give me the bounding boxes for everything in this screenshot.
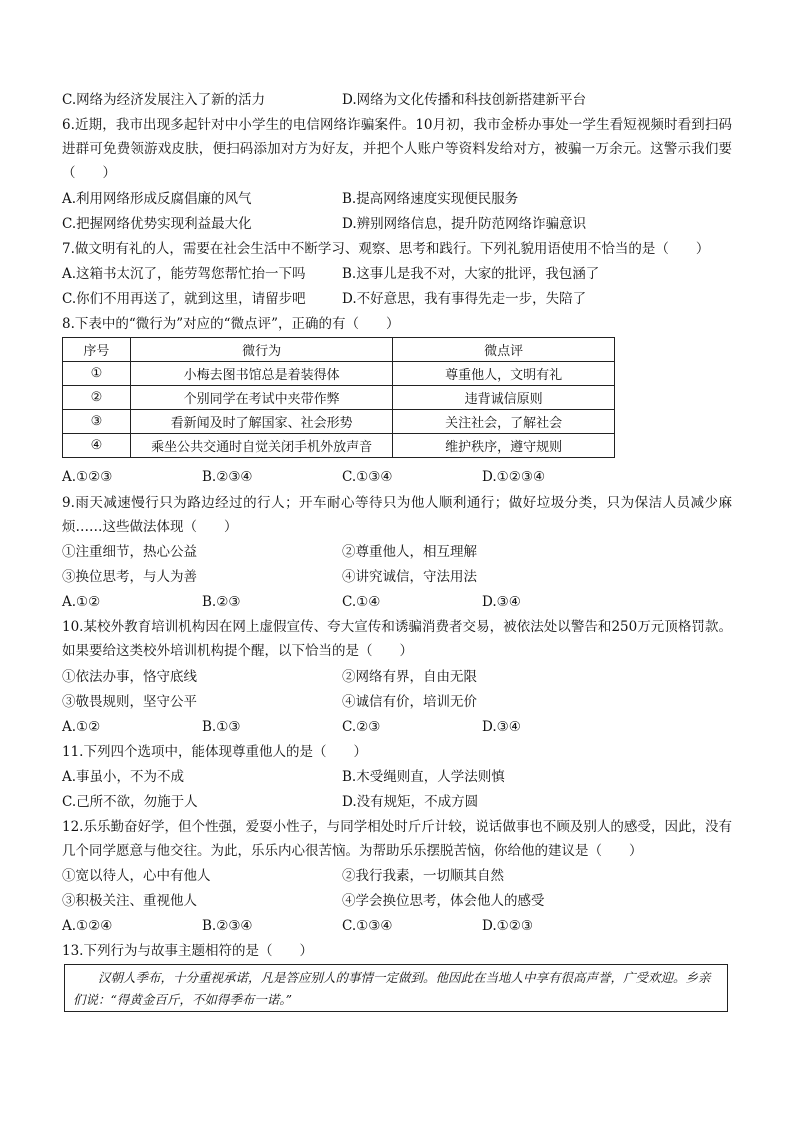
statement-3: ③积极关注、重视他人 — [62, 893, 197, 909]
option-b: B.木受绳则直，人学法则慎 — [342, 769, 505, 785]
story-text: 汉朝人季布，十分重视承诺，凡是答应别人的事情一定做到。他因此在当地人中享有很高声誉，广受欢迎。乡亲们说：“得黄金百斤，不如得季布一诺。” — [73, 970, 711, 1007]
table-header-row — [63, 338, 615, 362]
table-row — [63, 434, 615, 458]
cell-index: ① — [63, 362, 131, 386]
option-d: D.不好意思，我有事得先走一步，失陪了 — [342, 291, 587, 307]
cell-behavior: 看新闻及时了解国家、社会形势 — [130, 410, 393, 434]
cell-comment: 尊重他人，文明有礼 — [393, 362, 615, 386]
option-c: C.把握网络优势实现利益最大化 — [62, 216, 252, 232]
story-box — [64, 964, 728, 1012]
option-c: C.①④ — [342, 594, 381, 610]
option-c: C.①③④ — [342, 469, 393, 485]
cell-behavior: 乘坐公共交通时自觉关闭手机外放声音 — [130, 434, 393, 458]
statement-3: ③敬畏规则，坚守公平 — [62, 694, 197, 710]
option-b: B.这事儿是我不对，大家的批评，我包涵了 — [342, 266, 600, 282]
q11-stem: 11.下列四个选项中，能体现尊重他人的是（ ） — [62, 744, 367, 760]
cell-index: ② — [63, 386, 131, 410]
statement-1: ①注重细节，热心公益 — [62, 544, 197, 560]
option-d: D.①②③④ — [482, 469, 546, 485]
option-b: B.②③ — [202, 594, 241, 610]
statement-1: ①宽以待人，心中有他人 — [62, 868, 211, 884]
option-d: D.③④ — [482, 719, 521, 735]
q8-stem: 8.下表中的“微行为”对应的“微点评”，正确的有（ ） — [62, 316, 400, 332]
option-d: D.辨别网络信息，提升防范网络诈骗意识 — [342, 216, 587, 232]
cell-comment: 关注社会，了解社会 — [393, 410, 615, 434]
option-b: B.②③④ — [202, 469, 253, 485]
table-row — [63, 362, 615, 386]
option-a: A.①② — [62, 719, 101, 735]
cell-behavior: 个别同学在考试中夹带作弊 — [130, 386, 393, 410]
q13-stem: 13.下列行为与故事主题相符的是（ ） — [62, 943, 313, 959]
q7-stem: 7.做文明有礼的人，需要在社会生活中不断学习、观察、思考和践行。下列礼貌用语使用不恰当的是（ ） — [62, 241, 710, 257]
q6-stem: 6.近期，我市出现多起针对中小学生的电信网络诈骗案件。10月初，我市金桥办事处一学生看短视频时看到扫码进群可免费领游戏皮肤，便扫码添加对方为好友，并把个人账户等资料发给对方，被骗一万余元。这警示我们要（ ） — [62, 117, 732, 181]
micro-behavior-table — [62, 337, 615, 458]
statement-4: ④讲究诚信，守法用法 — [342, 569, 477, 585]
statement-1: ①依法办事，恪守底线 — [62, 669, 197, 685]
option-a: A.①②④ — [62, 918, 113, 934]
option-d: D.①②③ — [482, 918, 533, 934]
option-c: C.①③④ — [342, 918, 393, 934]
option-a: A.这箱书太沉了，能劳驾您帮忙抬一下吗 — [62, 266, 306, 282]
cell-comment: 违背诚信原则 — [393, 386, 615, 410]
q9-stem: 9.雨天减速慢行只为路边经过的行人；开车耐心等待只为他人顺利通行；做好垃圾分类，只为保洁人员减少麻烦……这些做法体现（ ） — [62, 495, 732, 535]
option-d: D.网络为文化传播和科技创新搭建新平台 — [342, 92, 587, 108]
option-a: A.事虽小，不为不成 — [62, 769, 185, 785]
header-index: 序号 — [63, 338, 131, 362]
option-c: C.你们不用再送了，就到这里，请留步吧 — [62, 291, 306, 307]
option-b: B.提高网络速度实现便民服务 — [342, 191, 519, 207]
statement-4: ④诚信有价，培训无价 — [342, 694, 477, 710]
option-a: A.①②③ — [62, 469, 113, 485]
option-b: B.②③④ — [202, 918, 253, 934]
table-row — [63, 410, 615, 434]
option-d: D.没有规矩，不成方圆 — [342, 794, 479, 810]
option-a: A.利用网络形成反腐倡廉的风气 — [62, 191, 252, 207]
q10-stem: 10.某校外教育培训机构因在网上虚假宣传、夸大宣传和诱骗消费者交易，被依法处以警告和250万元顶格罚款。如果要给这类校外培训机构提个醒，以下恰当的是（ ） — [62, 619, 732, 659]
statement-2: ②尊重他人，相互理解 — [342, 544, 477, 560]
statement-2: ②我行我素，一切顺其自然 — [342, 868, 504, 884]
statement-2: ②网络有界，自由无限 — [342, 669, 477, 685]
option-c: C.网络为经济发展注入了新的活力 — [62, 92, 266, 108]
option-c: C.②③ — [342, 719, 381, 735]
option-d: D.③④ — [482, 594, 521, 610]
table-row — [63, 386, 615, 410]
statement-4: ④学会换位思考，体会他人的感受 — [342, 893, 545, 909]
statement-3: ③换位思考，与人为善 — [62, 569, 197, 585]
option-b: B.①③ — [202, 719, 241, 735]
cell-comment: 维护秩序，遵守规则 — [393, 434, 615, 458]
cell-index: ④ — [63, 434, 131, 458]
option-a: A.①② — [62, 594, 101, 610]
q12-stem: 12.乐乐勤奋好学，但个性强，爱耍小性子，与同学相处时斤斤计较，说话做事也不顾及别人的感受，因此，没有几个同学愿意与他交往。为此，乐乐内心很苦恼。为帮助乐乐摆脱苦恼，你给他的建议是（ ） — [62, 819, 732, 859]
header-behavior: 微行为 — [130, 338, 393, 362]
option-c: C.己所不欲，勿施于人 — [62, 794, 198, 810]
cell-index: ③ — [63, 410, 131, 434]
cell-behavior: 小梅去图书馆总是着装得体 — [130, 362, 393, 386]
header-comment: 微点评 — [393, 338, 615, 362]
